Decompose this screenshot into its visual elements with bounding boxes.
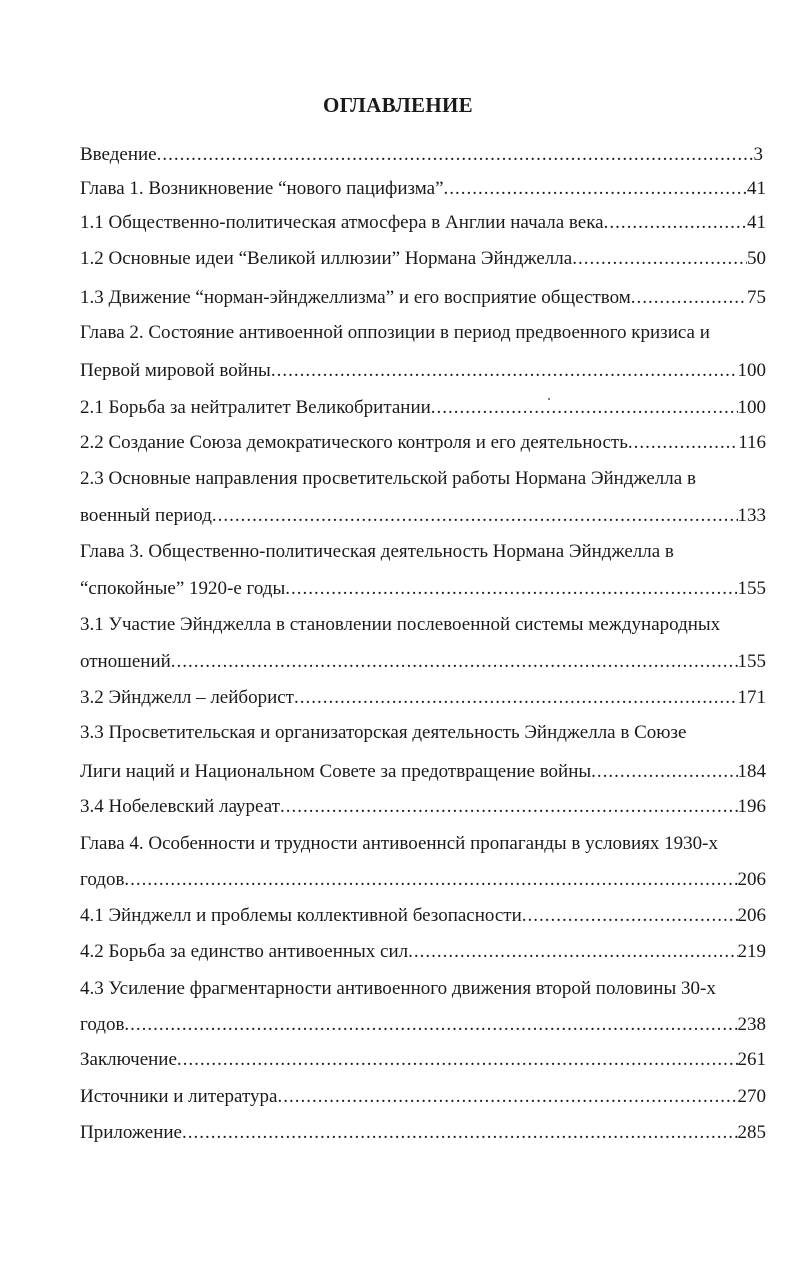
toc-leader-dots — [280, 795, 738, 819]
toc-entry-section-4-3[interactable] — [80, 1013, 766, 1037]
toc-entry-section-1-3[interactable] — [80, 286, 766, 310]
toc-entry-text: 1.3 Движение “норман-эйнджеллизма” и его восприятие обществом — [80, 287, 631, 308]
toc-leader-dots — [631, 286, 747, 310]
toc-entry-section-4-1[interactable] — [80, 904, 766, 928]
toc-entry-section-2-2[interactable] — [80, 431, 766, 455]
toc-entry-section-3-2[interactable] — [80, 686, 766, 710]
toc-leader-dots — [278, 1085, 738, 1109]
toc-entry-text: Заключение — [80, 1049, 177, 1070]
toc-entry-section-2-3-line1[interactable]: 2.3 Основные направления просветительской работы Нормана Эйнджелла в — [80, 468, 696, 489]
toc-leader-dots — [294, 686, 738, 710]
toc-entry-section-4-2[interactable] — [80, 940, 766, 964]
toc-entry-text: 4.2 Борьба за единство антивоенных сил — [80, 941, 409, 962]
scan-speck — [548, 398, 550, 400]
toc-leader-dots — [271, 359, 738, 383]
toc-page-number: 41 — [747, 212, 766, 233]
toc-entry-section-3-4[interactable] — [80, 795, 766, 819]
toc-entry-text: военный период — [80, 505, 212, 526]
toc-entry-section-2-1[interactable] — [80, 396, 766, 420]
toc-page-number: 133 — [737, 505, 766, 526]
toc-entry-chapter-2[interactable] — [80, 359, 766, 383]
toc-entry-section-1-2[interactable] — [80, 247, 766, 271]
toc-page-number: 155 — [737, 578, 766, 599]
toc-leader-dots — [522, 904, 738, 928]
toc-entry-section-3-1[interactable] — [80, 650, 766, 674]
toc-entry-text: годов — [80, 869, 125, 890]
toc-page-number: 50 — [747, 248, 766, 269]
toc-leader-dots — [182, 1121, 738, 1145]
toc-entry-chapter-4[interactable] — [80, 868, 766, 892]
toc-entry-text: 1.1 Общественно-политическая атмосфера в Англии начала века — [80, 212, 604, 233]
page-title: ОГЛАВЛЕНИЕ — [323, 93, 473, 117]
toc-entry-text: Первой мировой войны — [80, 360, 271, 381]
toc-entry-section-4-3-line1[interactable]: 4.3 Усиление фрагментарности антивоенного движения второй половины 30-х — [80, 978, 716, 999]
toc-leader-dots — [444, 177, 747, 201]
toc-entry-chapter-3[interactable] — [80, 577, 766, 601]
toc-leader-dots — [408, 940, 737, 964]
toc-leader-dots — [628, 431, 738, 455]
toc-leader-dots — [124, 868, 737, 892]
toc-page-number: 261 — [737, 1049, 766, 1070]
toc-page-number: 171 — [737, 687, 766, 708]
toc-entry-text: 4.1 Эйнджелл и проблемы коллективной безопасности — [80, 905, 522, 926]
toc-entry-text: Источники и литература — [80, 1086, 278, 1107]
toc-page-number: 206 — [737, 869, 766, 890]
toc-page-number: 270 — [737, 1086, 766, 1107]
toc-entry-text: Приложение — [80, 1122, 182, 1143]
toc-page-number: 155 — [737, 651, 766, 672]
toc-entry-text: отношений — [80, 651, 171, 672]
toc-entry-chapter-3-line1[interactable]: Глава 3. Общественно-политическая деятельность Нормана Эйнджелла в — [80, 541, 674, 562]
toc-entry-text: 3.4 Нобелевский лауреат — [80, 796, 280, 817]
toc-entry-text: 2.2 Создание Союза демократического контроля и его деятельность — [80, 432, 628, 453]
toc-page-number: 206 — [737, 905, 766, 926]
toc-page-number: 3 — [753, 144, 763, 165]
toc-page-number: 100 — [737, 360, 766, 381]
toc-entry-section-1-1[interactable] — [80, 211, 766, 235]
toc-entry-chapter-2-line1[interactable]: Глава 2. Состояние антивоенной оппозиции в период предвоенного кризиса и — [80, 322, 710, 343]
toc-leader-dots — [177, 1048, 738, 1072]
toc-page-number: 285 — [737, 1122, 766, 1143]
toc-page-number: 100 — [737, 397, 766, 418]
toc-leader-dots — [157, 143, 754, 167]
toc-entry-appendix[interactable] — [80, 1121, 766, 1145]
toc-entry-section-3-1-line1[interactable]: 3.1 Участие Эйнджелла в становлении послевоенной системы международных — [80, 614, 721, 635]
toc-page-number: 184 — [737, 761, 766, 782]
toc-leader-dots — [604, 211, 747, 235]
toc-page-number: 196 — [737, 796, 766, 817]
toc-entry-text: 2.1 Борьба за нейтралитет Великобритании — [80, 397, 431, 418]
toc-entry-conclusion[interactable] — [80, 1048, 766, 1072]
toc-entry-text: Глава 1. Возникновение “нового пацифизма” — [80, 178, 444, 199]
toc-leader-dots — [212, 504, 738, 528]
toc-entry-text: “спокойные” 1920-е годы — [80, 578, 286, 599]
toc-page-number: 116 — [738, 432, 766, 453]
toc-entry-text: Лиги наций и Национальном Совете за предотвращение войны — [80, 761, 592, 782]
toc-entry-text: 1.2 Основные идеи “Великой иллюзии” Нормана Эйнджелла — [80, 248, 573, 269]
toc-entry-text: Введение — [80, 144, 157, 165]
toc-entry-introduction[interactable] — [80, 143, 763, 167]
toc-entry-text: 3.2 Эйнджелл – лейборист — [80, 687, 294, 708]
toc-entry-text: годов — [80, 1014, 125, 1035]
toc-entry-chapter-4-line1[interactable]: Глава 4. Особенности и трудности антивоеннсй пропаганды в условиях 1930-х — [80, 833, 719, 854]
toc-page-number: 41 — [747, 178, 766, 199]
toc-entry-section-3-3[interactable] — [80, 760, 766, 784]
toc-page-number: 75 — [747, 287, 766, 308]
toc-entry-sources[interactable] — [80, 1085, 766, 1109]
toc-leader-dots — [285, 577, 737, 601]
toc-leader-dots — [591, 760, 737, 784]
toc-entry-section-3-3-line1[interactable]: 3.3 Просветительская и организаторская деятельность Эйнджелла в Союзе — [80, 722, 687, 743]
toc-leader-dots — [572, 247, 747, 271]
toc-entry-chapter-1[interactable] — [80, 177, 766, 201]
toc-leader-dots — [171, 650, 738, 674]
toc-leader-dots — [431, 396, 738, 420]
toc-entry-section-2-3[interactable] — [80, 504, 766, 528]
toc-leader-dots — [124, 1013, 737, 1037]
toc-page-number: 238 — [737, 1014, 766, 1035]
toc-page-number: 219 — [737, 941, 766, 962]
